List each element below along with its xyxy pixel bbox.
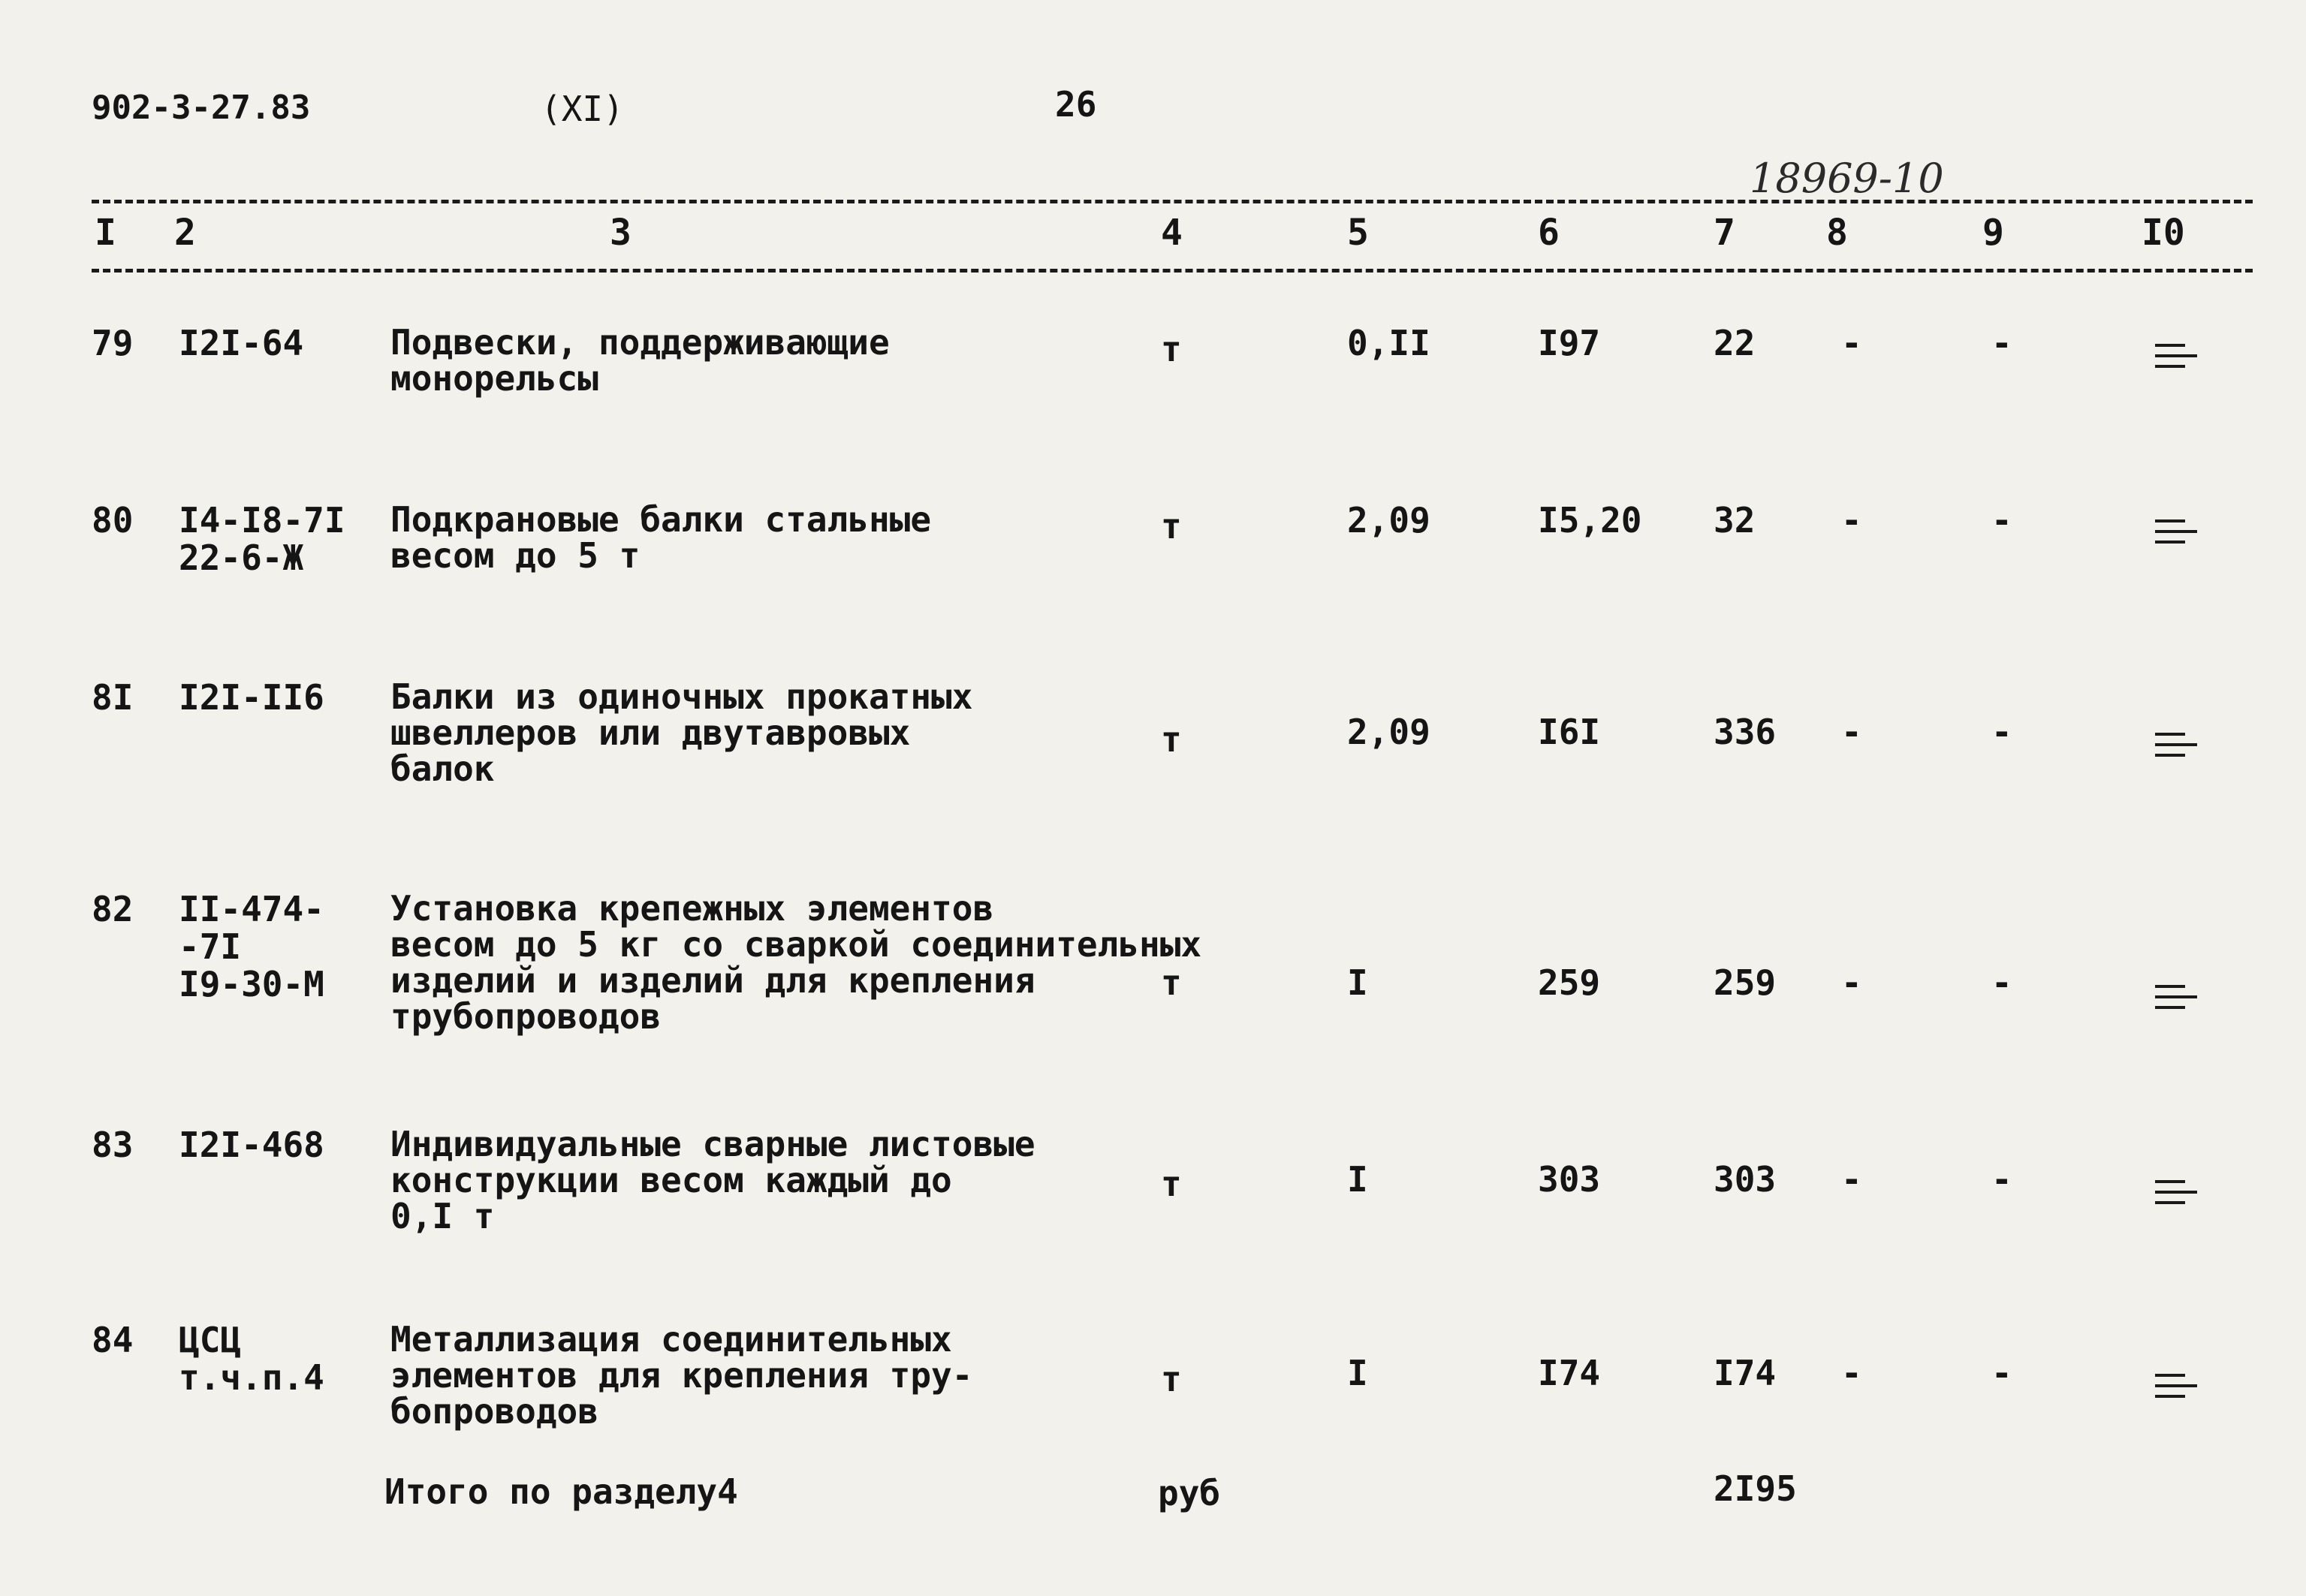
- row-total: 303: [1714, 1159, 1777, 1200]
- row-code: I2I-468: [179, 1125, 324, 1165]
- row-code: ЦСЦ т.ч.п.4: [179, 1320, 324, 1398]
- row-quantity: I: [1347, 1353, 1368, 1393]
- row-number: 82: [92, 889, 134, 929]
- column-header-10: I0: [2142, 212, 2185, 254]
- row-col9: -: [1991, 962, 2012, 1003]
- row-price: 259: [1538, 962, 1601, 1003]
- row-col9: -: [1991, 323, 2012, 363]
- plus-minus-mark-icon: [2155, 1374, 2197, 1404]
- row-unit: т: [1161, 1164, 1182, 1204]
- row-col8: -: [1841, 1353, 1862, 1393]
- plus-minus-mark-icon: [2155, 519, 2197, 550]
- section-number: (XI): [541, 89, 624, 129]
- row-col9: -: [1991, 500, 2012, 541]
- column-header-6: 6: [1538, 212, 1560, 254]
- column-header-4: 4: [1161, 212, 1183, 254]
- row-description: Подвески, поддерживающие монорельсы: [390, 322, 890, 399]
- row-description: Подкрановые балки стальные весом до 5 т: [390, 499, 932, 576]
- row-price: I6I: [1538, 712, 1601, 752]
- row-col8: -: [1841, 500, 1862, 541]
- row-number: 83: [92, 1125, 134, 1165]
- row-col8: -: [1841, 962, 1862, 1003]
- row-code: I4-I8-7I 22-6-Ж: [179, 500, 345, 578]
- row-total: 32: [1714, 500, 1756, 541]
- row-code: I2I-64: [179, 323, 304, 363]
- column-header-5: 5: [1347, 212, 1369, 254]
- row-number: 8I: [92, 677, 134, 718]
- section-total-value: 2I95: [1714, 1468, 1797, 1509]
- column-header-7: 7: [1714, 212, 1735, 254]
- row-col8: -: [1841, 323, 1862, 363]
- row-number: 84: [92, 1320, 134, 1360]
- row-number: 79: [92, 323, 134, 363]
- row-unit: т: [1161, 329, 1182, 369]
- row-price: I74: [1538, 1353, 1601, 1393]
- column-header-9: 9: [1982, 212, 2004, 254]
- row-number: 80: [92, 500, 134, 541]
- row-description: Балки из одиночных прокатных швеллеров или двутавровых балок: [390, 676, 973, 789]
- row-price: 303: [1538, 1159, 1601, 1200]
- row-col8: -: [1841, 712, 1862, 752]
- row-code: I2I-II6: [179, 677, 324, 718]
- row-quantity: 0,II: [1347, 323, 1430, 363]
- row-description: Индивидуальные сварные листовые конструкции весом каждый до 0,I т: [390, 1124, 1035, 1236]
- row-col8: -: [1841, 1159, 1862, 1200]
- plus-minus-mark-icon: [2155, 733, 2197, 763]
- row-total: 336: [1714, 712, 1777, 752]
- row-unit: т: [1161, 506, 1182, 547]
- row-col9: -: [1991, 1353, 2012, 1393]
- row-unit: т: [1161, 962, 1182, 1003]
- row-col9: -: [1991, 1159, 2012, 1200]
- row-total: 259: [1714, 962, 1777, 1003]
- row-unit: т: [1161, 1359, 1182, 1399]
- row-total: I74: [1714, 1353, 1777, 1393]
- column-header-2: 2: [174, 212, 196, 254]
- row-description: Металлизация соединительных элементов для крепления тру- бопроводов: [390, 1319, 973, 1432]
- header-bottom-rule: [92, 269, 2253, 273]
- row-quantity: I: [1347, 1159, 1368, 1200]
- plus-minus-mark-icon: [2155, 985, 2197, 1015]
- row-price: I5,20: [1538, 500, 1642, 541]
- handwritten-note: 18969-10: [1750, 155, 1944, 202]
- header-top-rule: [92, 200, 2253, 203]
- row-description: Установка крепежных элементов весом до 5 кг со сваркой соединительных изделий и изделий для крепления трубопроводов: [390, 888, 1202, 1037]
- row-code: II-474- -7I I9-30-M: [179, 889, 324, 1004]
- row-quantity: 2,09: [1347, 500, 1430, 541]
- column-header-1: I: [95, 212, 116, 254]
- column-header-8: 8: [1826, 212, 1848, 254]
- row-quantity: I: [1347, 962, 1368, 1003]
- section-total-label: Итого по разделу4: [384, 1471, 738, 1512]
- plus-minus-mark-icon: [2155, 1180, 2197, 1210]
- row-price: I97: [1538, 323, 1601, 363]
- row-col9: -: [1991, 712, 2012, 752]
- plus-minus-mark-icon: [2155, 344, 2197, 374]
- column-header-3: 3: [610, 212, 632, 254]
- document-code: 902-3-27.83: [92, 89, 311, 127]
- page-number: 26: [1055, 84, 1097, 125]
- section-total-unit: руб: [1158, 1473, 1221, 1513]
- row-total: 22: [1714, 323, 1756, 363]
- row-quantity: 2,09: [1347, 712, 1430, 752]
- row-unit: т: [1161, 719, 1182, 760]
